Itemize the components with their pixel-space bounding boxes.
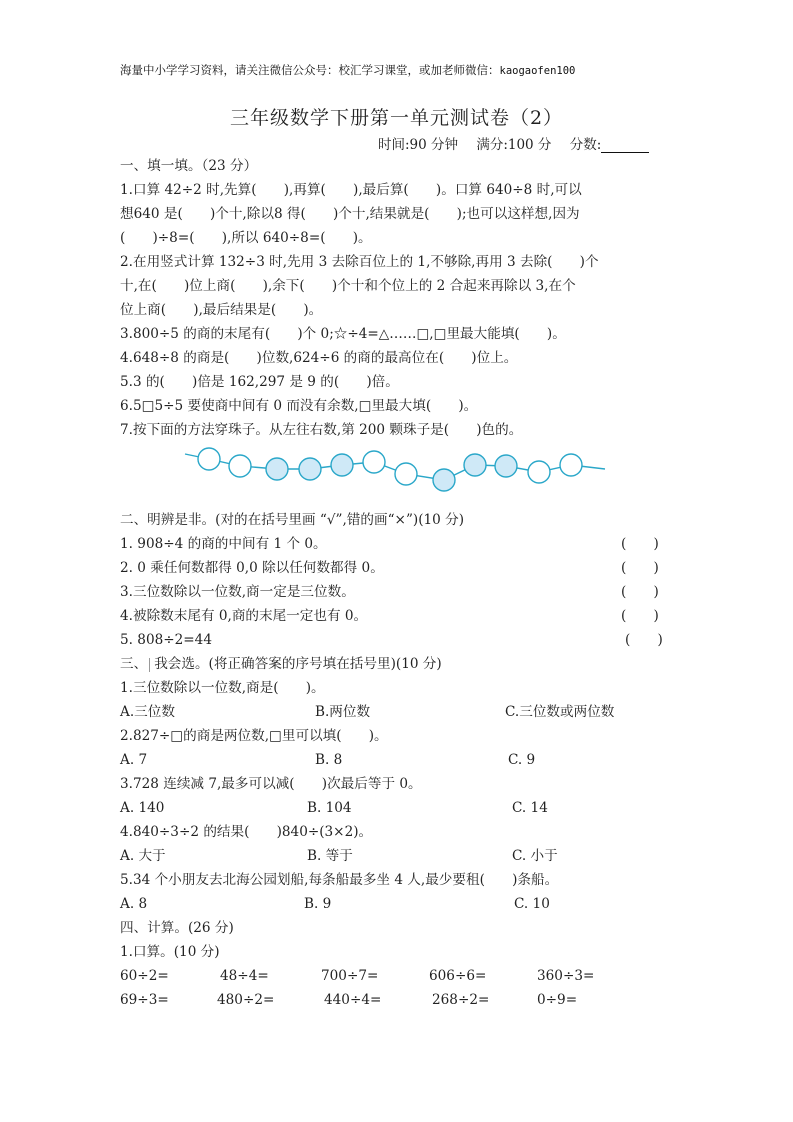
mental-calc-item: 48÷4= xyxy=(220,968,269,984)
section3-title: 我会选。(将正确答案的序号填在括号里)(10 分) xyxy=(154,656,442,672)
mc-question: 2.827÷□的商是两位数,□里可以填( )。 xyxy=(120,728,388,744)
mc-question: 5.34 个小朋友去北海公园划船,每条船最多坐 4 人,最少要租( )条船。 xyxy=(120,872,559,888)
score-label: 分数: xyxy=(569,137,602,153)
section4-subheading: 1.口算。(10 分) xyxy=(120,944,220,960)
s1-line: 1.口算 42÷2 时,先算( ),再算( ),最后算( )。口算 640÷8 时,可以 xyxy=(120,182,582,198)
bead-blue xyxy=(495,455,517,477)
wechat-id: kaogaofen100 xyxy=(499,65,576,77)
mental-calc-item: 360÷3= xyxy=(537,968,595,984)
bead-blue xyxy=(433,469,455,491)
mc-question: 1.三位数除以一位数,商是( )。 xyxy=(120,680,325,696)
mc-option-c[interactable]: C. 小于 xyxy=(512,848,558,864)
mental-calc-item: 268÷2= xyxy=(432,992,490,1008)
mc-option-c[interactable]: C. 10 xyxy=(514,896,550,912)
bead-blue xyxy=(299,458,321,480)
mc-option-c[interactable]: C.三位数或两位数 xyxy=(505,704,615,720)
page-title: 三年级数学下册第一单元测试卷（2） xyxy=(229,107,564,129)
mental-calc-item: 480÷2= xyxy=(217,992,275,1008)
tf-item-text: 5. 808÷2=44 xyxy=(120,632,212,648)
score-blank[interactable] xyxy=(601,138,649,153)
mc-option-b[interactable]: B. 104 xyxy=(307,800,352,816)
s1-line: 5.3 的( )倍是 162,297 是 9 的( )倍。 xyxy=(120,374,399,390)
bead-blue xyxy=(266,458,288,480)
mc-option-a[interactable]: A. 7 xyxy=(120,752,148,768)
s1-line: 4.648÷8 的商是( )位数,624÷6 的商的最高位在( )位上。 xyxy=(120,350,518,366)
mc-option-b[interactable]: B. 等于 xyxy=(307,848,353,864)
text-cursor-mark xyxy=(149,658,150,672)
exam-meta xyxy=(378,133,663,153)
s1-line: 十,在( )位上商( ),余下( )个十和个位上的 2 合起来再除以 3,在个 xyxy=(120,278,576,294)
section2-heading: 二、明辨是非。(对的在括号里画 “√”,错的画“×”)(10 分) xyxy=(120,512,465,528)
mc-option-b[interactable]: B. 9 xyxy=(304,896,332,912)
tf-item-text: 2. 0 乘任何数都得 0,0 除以任何数都得 0。 xyxy=(120,560,384,576)
tf-answer-blank[interactable]: ( ) xyxy=(625,632,663,648)
s1-line: 3.800÷5 的商的末尾有( )个 0;☆÷4=△……□,□里最大能填( )。 xyxy=(120,326,566,342)
section1-heading: 一、填一填。（23 分） xyxy=(120,158,258,174)
bead-white xyxy=(363,451,385,473)
bead-string-illustration xyxy=(180,440,610,500)
mental-calc-item: 700÷7= xyxy=(321,968,379,984)
bead-white xyxy=(395,463,417,485)
mental-calc-item: 60÷2= xyxy=(120,968,169,984)
bead-white xyxy=(560,454,582,476)
header-note xyxy=(120,62,575,78)
tf-item-text: 3.三位数除以一位数,商一定是三位数。 xyxy=(120,584,355,600)
bead-blue xyxy=(464,454,486,476)
mc-option-c[interactable]: C. 9 xyxy=(508,752,536,768)
s1-line: 6.5□5÷5 要使商中间有 0 而没有余数,□里最大填( )。 xyxy=(120,398,478,414)
mc-option-a[interactable]: A. 8 xyxy=(120,896,148,912)
mental-calc-item: 440÷4= xyxy=(324,992,382,1008)
mental-calc-item: 606÷6= xyxy=(429,968,487,984)
bead-white xyxy=(198,448,220,470)
bead-white xyxy=(528,461,550,483)
s1-line: ( )÷8=( ),所以 640÷8=( )。 xyxy=(120,230,372,246)
mc-option-a[interactable]: A. 140 xyxy=(120,800,165,816)
mc-question: 3.728 连续减 7,最多可以减( )次最后等于 0。 xyxy=(120,776,422,792)
mental-calc-item: 0÷9= xyxy=(537,992,578,1008)
mc-option-c[interactable]: C. 14 xyxy=(512,800,548,816)
tf-answer-blank[interactable]: ( ) xyxy=(621,536,659,552)
tf-answer-blank[interactable]: ( ) xyxy=(621,608,659,624)
mc-option-a[interactable]: A.三位数 xyxy=(120,704,175,720)
mc-question: 4.840÷3÷2 的结果( )840÷(3×2)。 xyxy=(120,824,373,840)
section3-number: 三、 xyxy=(120,656,148,672)
mc-option-b[interactable]: B.两位数 xyxy=(315,704,371,720)
mc-option-b[interactable]: B. 8 xyxy=(315,752,343,768)
bead-white xyxy=(229,455,251,477)
tf-item-text: 1. 908÷4 的商的中间有 1 个 0。 xyxy=(120,536,327,552)
full-score: 满分:100 分 xyxy=(476,137,552,153)
tf-item-text: 4.被除数末尾有 0,商的末尾一定也有 0。 xyxy=(120,608,368,624)
tf-answer-blank[interactable]: ( ) xyxy=(621,584,659,600)
section3-heading xyxy=(120,652,442,676)
time-limit: 时间:90 分钟 xyxy=(378,137,459,153)
mc-option-a[interactable]: A. 大于 xyxy=(120,848,166,864)
s1-line: 位上商( ),最后结果是( )。 xyxy=(120,302,323,318)
header-note-text: 海量中小学学习资料，请关注微信公众号：校汇学习课堂，或加老师微信： xyxy=(120,63,500,77)
mental-calc-item: 69÷3= xyxy=(120,992,169,1008)
tf-answer-blank[interactable]: ( ) xyxy=(621,560,659,576)
s1-line: 想640 是( )个十,除以8 得( )个十,结果就是( );也可以这样想,因为 xyxy=(120,206,580,222)
bead-blue xyxy=(331,454,353,476)
s1-line: 7.按下面的方法穿珠子。从左往右数,第 200 颗珠子是( )色的。 xyxy=(120,422,523,438)
s1-line: 2.在用竖式计算 132÷3 时,先用 3 去除百位上的 1,不够除,再用 3 去除( )个 xyxy=(120,254,599,270)
section4-heading: 四、计算。(26 分) xyxy=(120,920,234,936)
